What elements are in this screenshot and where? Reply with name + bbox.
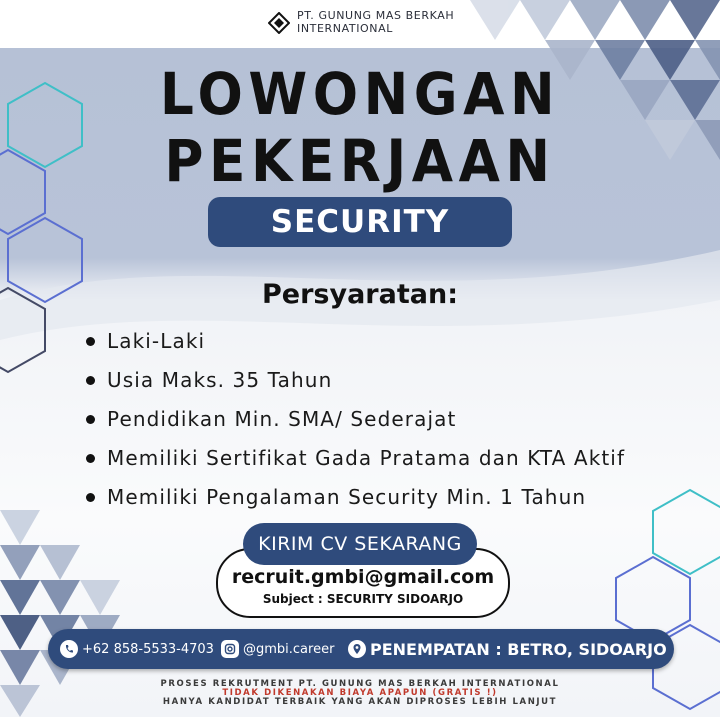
list-item: [86, 478, 625, 517]
list-item: [86, 322, 625, 361]
email-subject: Subject : SECURITY SIDOARJO: [262, 592, 464, 606]
requirement-text: Usia Maks. 35 Tahun: [107, 368, 333, 392]
email-address[interactable]: recruit.gmbi@gmail.com: [231, 566, 495, 588]
placement-info: [348, 629, 667, 669]
company-name-line1: PT. GUNUNG MAS BERKAH: [297, 9, 455, 22]
instagram-icon: [221, 640, 239, 658]
headline-line2: PEKERJAAN: [164, 127, 556, 195]
whatsapp-icon: [60, 640, 78, 658]
requirement-text: Laki-Laki: [107, 329, 206, 353]
footer-line3: HANYA KANDIDAT TERBAIK YANG AKAN DIPROSES LEBIH LANJUT: [162, 697, 558, 707]
requirements-list: [86, 322, 625, 517]
list-item: [86, 400, 625, 439]
company-name: [297, 9, 527, 35]
placement-text: PENEMPATAN : BETRO, SIDOARJO: [370, 639, 667, 659]
requirement-text: Pendidikan Min. SMA/ Sederajat: [107, 407, 457, 431]
footer-line1: PROSES REKRUTMENT PT. GUNUNG MAS BERKAH INTERNATIONAL: [160, 679, 560, 689]
requirement-text: Memiliki Pengalaman Security Min. 1 Tahun: [107, 485, 587, 509]
instagram-contact[interactable]: [221, 629, 334, 669]
send-cv-button[interactable]: KIRIM CV SEKARANG: [243, 523, 477, 565]
requirement-text: Memiliki Sertifikat Gada Pratama dan KTA Aktif: [107, 446, 626, 470]
headline-line1: LOWONGAN: [159, 60, 561, 128]
position-badge: SECURITY: [208, 197, 512, 247]
company-name-line2: INTERNATIONAL: [297, 22, 393, 35]
phone-number: +62 858-5533-4703: [82, 641, 214, 657]
list-item: [86, 439, 625, 478]
instagram-handle: @gmbi.career: [243, 641, 335, 657]
requirements-title: Persyaratan:: [262, 279, 458, 310]
bullet-icon: [86, 454, 95, 463]
company-logo-icon: [268, 12, 290, 34]
list-item: [86, 361, 625, 400]
bullet-icon: [86, 415, 95, 424]
bullet-icon: [86, 337, 95, 346]
phone-contact[interactable]: [60, 629, 214, 669]
bullet-icon: [86, 493, 95, 502]
bullet-icon: [86, 376, 95, 385]
location-pin-icon: [348, 640, 366, 658]
footer-line2: TIDAK DIKENAKAN BIAYA APAPUN (GRATIS !): [222, 688, 498, 698]
